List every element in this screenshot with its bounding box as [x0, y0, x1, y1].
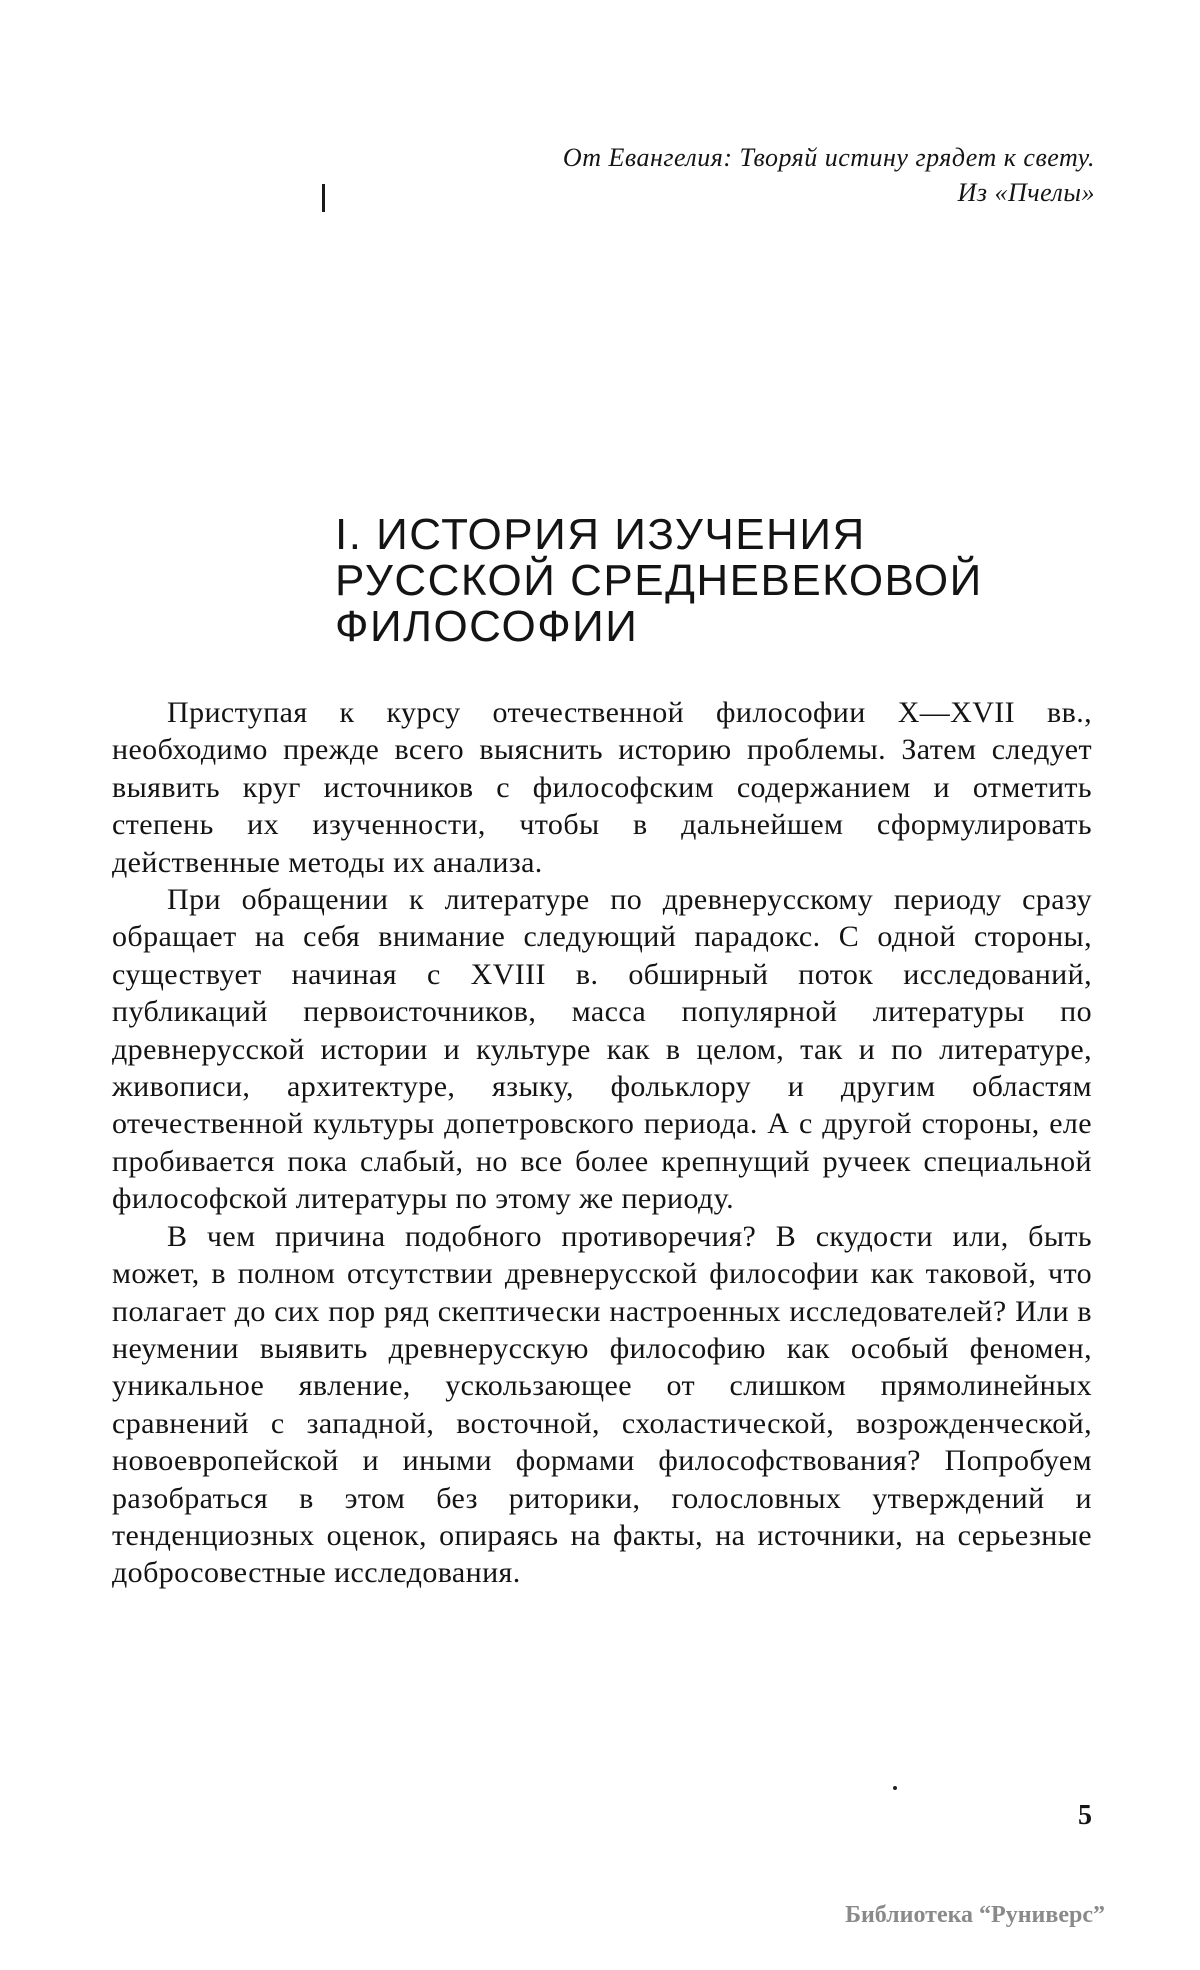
paragraph-1: Приступая к курсу отечественной философии X—XVII вв., необходимо прежде всего выяснить историю проблемы. Затем следует выявить круг источников с философским содержанием и отметить степень их изученности, чтобы в дальнейшем сформулировать действенные методы их анализа. — [112, 696, 1092, 879]
page-number: 5 — [1078, 1800, 1092, 1831]
library-watermark: Библиотека “Руниверс” — [845, 1902, 1105, 1928]
body-text — [112, 694, 1092, 1592]
epigraph-source: Из «Пчелы» — [957, 178, 1095, 207]
chapter-title-line-2: РУССКОЙ СРЕДНЕВЕКОВОЙ — [335, 556, 983, 605]
paragraph-3: В чем причина подобного противоречия? В скудости или, быть может, в полном отсутствии древнерусской философии как таковой, что полагает до сих пор ряд скептически настроенных исследователей? Или в неумении выявить древнерусскую философию как особый феномен, уникальное явление, ускользающее от слишком прямолинейных сравнений с западной, восточной, схоластической, возрожденческой, новоевропейской и иными формами философствования? Попробуем разобраться в этом без риторики, голословных утверждений и тенденциозных оценок, опираясь на факты, на источники, на серьезные добросовестные исследования. — [112, 1219, 1092, 1590]
paragraph-2: При обращении к литературе по древнерусскому периоду сразу обращает на себя внимание следующий парадокс. С одной стороны, существует начиная с XVIII в. обширный поток исследований, публикаций первоисточников, масса популярной литературы по древнерусской истории и культуре как в целом, так и по литературе, живописи, архитектуре, языку, фольклору и другим областям отечественной культуры допетровского периода. А с другой стороны, еле пробивается пока слабый, но все более крепнущий ручеек специальной философской литературы по этому же периоду. — [112, 883, 1092, 1216]
chapter-title-line-1: I. ИСТОРИЯ ИЗУЧЕНИЯ — [335, 510, 866, 559]
epigraph — [335, 140, 1095, 210]
scan-dot — [893, 1786, 897, 1790]
epigraph-quote: От Евангелия: Творяй истину грядет к свету. — [562, 143, 1095, 172]
chapter-title — [335, 512, 1095, 650]
chapter-title-line-3: ФИЛОСОФИИ — [335, 602, 639, 651]
scan-mark — [322, 184, 325, 212]
